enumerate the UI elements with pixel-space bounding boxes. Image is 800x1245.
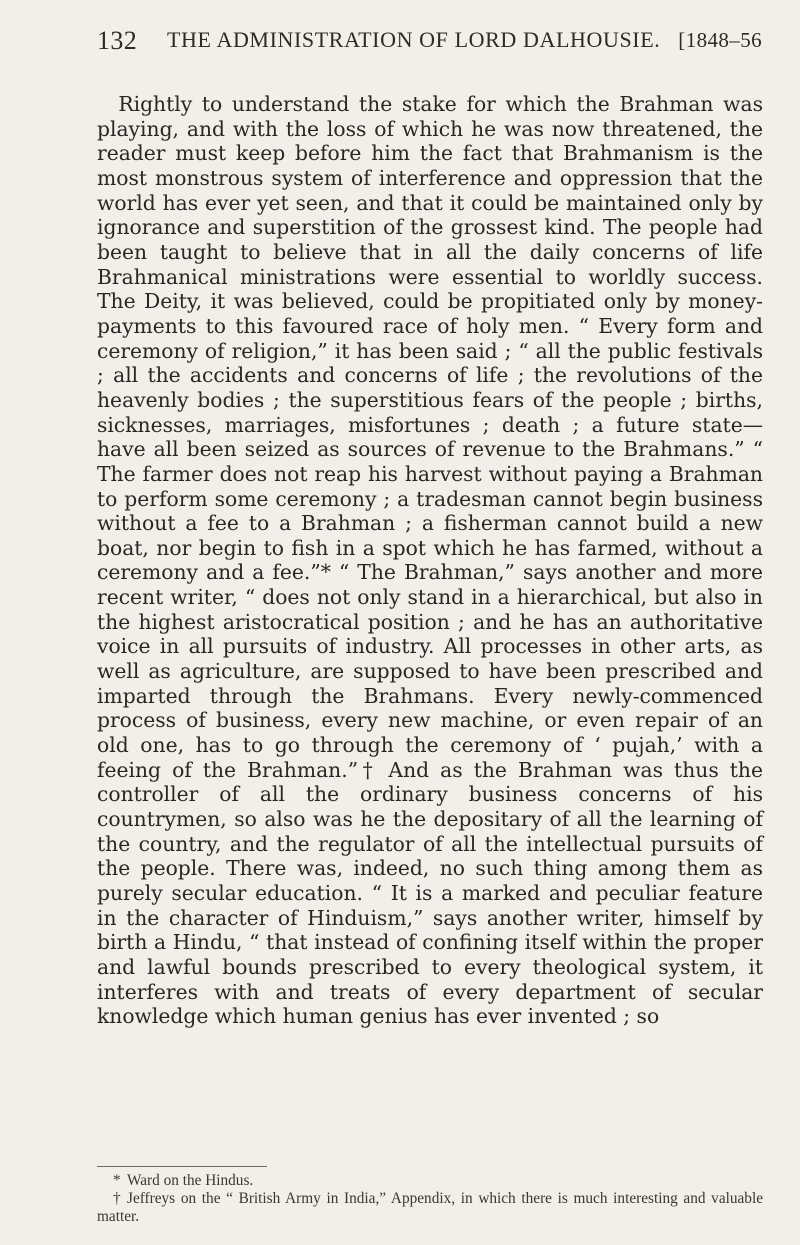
running-head bbox=[97, 26, 762, 66]
footnote-text: Jeffreys on the “ British Army in India,” Appendix, in which there is much interesting and valuable matter. bbox=[97, 1190, 763, 1225]
footnote-mark: * bbox=[113, 1172, 121, 1189]
running-title: THE ADMINISTRATION OF LORD DALHOUSIE. bbox=[167, 27, 661, 52]
footnote bbox=[97, 1190, 763, 1226]
footnote bbox=[97, 1172, 763, 1190]
footnote-rule bbox=[97, 1166, 267, 1167]
footnote-mark: † bbox=[113, 1190, 121, 1207]
footnote-text: Ward on the Hindus. bbox=[127, 1172, 254, 1189]
body-paragraph: Rightly to understand the stake for which the Brahman was playing, and with the loss of which he was now threatened, the reader must keep before him the fact that Brahmanism is the most monstrous system of interference and oppression that the world has ever yet seen, and that it could be maintained only by ignorance and superstition of the grossest kind. The people had been taught to believe that in all the daily concerns of life Brahmanical ministrations were essential to worldly success. The Deity, it was believed, could be propitiated only by money-payments to this favoured race of holy men. “ Every form and ceremony of religion,” it has been said ; “ all the public festivals ; all the accidents and concerns of life ; the revolutions of the heavenly bodies ; the superstitious fears of the people ; births, sicknesses, marriages, misfortunes ; death ; a future state—have all been seized as sources of revenue to the Brahmans.” “ The farmer does not reap his harvest without paying a Brahman to perform some ceremony ; a tradesman cannot begin business without a fee to a Brahman ; a fisherman cannot build a new boat, nor begin to fish in a spot which he has farmed, without a ceremony and a fee.”* “ The Brahman,” says another and more recent writer, “ does not only stand in a hierarchical, but also in the highest aristocratical position ; and he has an authoritative voice in all pursuits of industry. All processes in other arts, as well as agriculture, are supposed to have been prescribed and imparted through the Brahmans. Every newly-commenced process of business, every new machine, or even repair of an old one, has to go through the ceremony of ‘ pujah,’ with a feeing of the Brahman.”† And as the Brahman was thus the controller of all the ordinary business concerns of his countrymen, so also was he the depositary of all the learning of the country, and the regulator of all the intellectual pursuits of the people. There was, indeed, no such thing among them as purely secular education. “ It is a marked and peculiar feature in the character of Hinduism,” says another writer, himself by birth a Hindu, “ that instead of confining itself within the proper and lawful bounds prescribed to every theological system, it interferes with and treats of every department of secular knowledge which human genius has ever invented ; so bbox=[97, 92, 763, 1029]
footnotes bbox=[97, 1172, 763, 1226]
date-range: [1848–56 bbox=[678, 28, 762, 52]
page-number: 132 bbox=[97, 26, 138, 55]
